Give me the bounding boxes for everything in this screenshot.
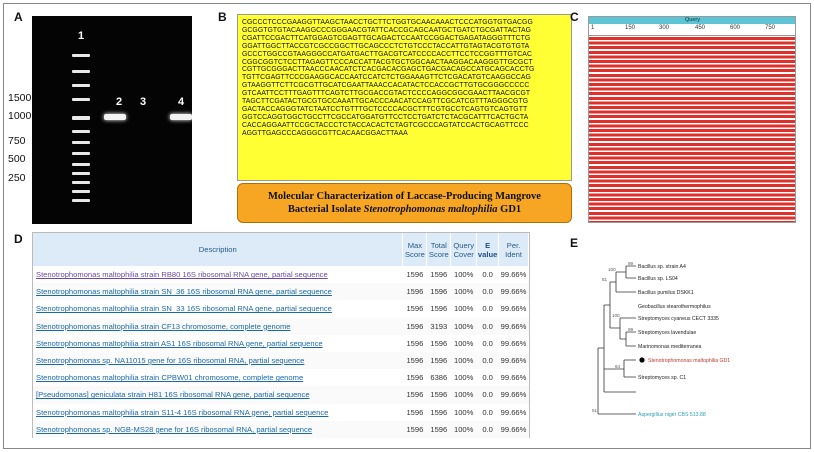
sequence-line: GGATTGGCTTACCGTCGCCGGCTTGCAGCCCTCTGTCCCTACCATTGTAGTACGTGTGTA <box>242 42 530 50</box>
title-species: Stenotrophomonas maltophilia <box>363 204 498 215</box>
header-total-score[interactable]: Total Score <box>427 233 451 266</box>
sequence-line: CGATTCCGACTTCATGGAGTCGAGTTGCAGACTCCAATCCGGACTGAGATAGGGTTTCTG <box>242 34 531 42</box>
sequence-line: CGTTGCGGGACTTAACCCAACATCTCACGACACGAGCTGACGACAGCCATGCAGCACCTG <box>242 66 535 74</box>
cell-total: 1596 <box>430 270 448 280</box>
cell-max: 1596 <box>403 283 427 300</box>
cell-max: 1596 <box>406 373 424 383</box>
size-marker-500: 500 <box>8 153 26 165</box>
sequence-line: GCCCTGGCCGTAAGGGCCATGATGACTTGACGTCATCCCCACCTTCCTCCGGTTTGTCAC <box>242 50 532 58</box>
blast-results-table <box>32 232 530 438</box>
cell-ident: 99.66% <box>499 386 529 403</box>
title-text: Bacterial Isolate <box>287 204 364 215</box>
cell-cover: 100% <box>451 318 477 335</box>
panel-label-b: B <box>218 10 227 24</box>
header-per-ident[interactable]: Per. Ident <box>499 233 529 266</box>
lane-label-1: 1 <box>78 30 85 42</box>
cell-ident: 99.66% <box>499 318 529 335</box>
sequence-line: AGGTTGAGCCCAGGGCGTTCACAACGGACTTAAA <box>242 129 408 137</box>
cell-max: 1596 <box>406 270 424 280</box>
taxon-label: Streptomyces sp. C1 <box>638 375 687 381</box>
ruler-tick: 1 <box>591 25 595 31</box>
ruler-tick: 600 <box>730 25 741 31</box>
sequence-line: CACCAGGAATTCCGCTACCCTCTACCACACTCTAGTCGCCCAGTATCCACTGCAGTTCCC <box>242 121 529 129</box>
panel-label-e: E <box>570 236 579 250</box>
cell-cover: 100% <box>453 338 474 348</box>
lane-label-3: 3 <box>140 96 147 108</box>
table-row <box>33 335 529 352</box>
cell-ident: 99.66% <box>500 304 527 314</box>
ladder-band <box>72 141 90 144</box>
cell-evalue: 0.0 <box>482 407 493 417</box>
ladder-band <box>72 130 90 133</box>
header-e-value[interactable]: E value <box>477 233 499 266</box>
cell-ident: 99.66% <box>500 407 527 417</box>
taxon-label-outgroup: Aspergillus niger CBS 513.88 <box>638 412 706 418</box>
cell-evalue: 0.0 <box>482 270 493 280</box>
hit-link[interactable]: Stenotrophomonas sp. NGB-MS28 gene for 16S ribosomal RNA, partial sequence <box>33 421 403 438</box>
sequence-box <box>237 14 572 181</box>
ladder-band <box>72 152 90 155</box>
lane-label-2: 2 <box>116 96 123 108</box>
ladder-band <box>72 190 90 193</box>
cell-evalue: 0.0 <box>477 421 499 438</box>
ladder-band <box>72 70 90 73</box>
ladder-band <box>72 54 90 57</box>
tree-branch <box>626 332 636 346</box>
sequence-line: TAGCTTCGATACTGCGTGCCAAATTGCACCCAACATCCAGTTCGCATCGTTTAGGGCGTG <box>242 98 529 106</box>
ladder-band <box>72 181 90 184</box>
agarose-gel-image <box>32 16 192 224</box>
panel-label-a: A <box>14 10 23 24</box>
cell-total: 3193 <box>427 318 451 335</box>
cell-cover: 100% <box>451 386 477 403</box>
sequence-line: GTAAGGTTCTTCGCGTTGCATCGAATTAAACCACATACTCCACCGCTTGTGCGGGCCCCC <box>242 82 530 90</box>
cell-evalue: 0.0 <box>477 283 499 300</box>
sequence-line: GCGGTGTGTACAAGGCCCGGGAACGTATTCACCGCAGCAATGCTGATCTGCGATTACTAG <box>242 26 532 34</box>
bootstrap-label: 100 <box>612 313 620 318</box>
figure-title-box <box>237 183 572 223</box>
hit-link[interactable]: Stenotrophomonas maltophilia strain CPBW01 chromosome, complete genome <box>36 373 304 383</box>
cell-max: 1596 <box>403 318 427 335</box>
ladder-band <box>72 116 90 120</box>
size-marker-1000: 1000 <box>8 110 32 122</box>
cell-evalue: 0.0 <box>482 338 493 348</box>
cell-max: 1596 <box>406 407 424 417</box>
cell-cover: 100% <box>451 283 477 300</box>
bootstrap-label: 64 <box>615 364 621 369</box>
taxon-label: Streptomyces cyaneus CECT 3335 <box>638 316 719 322</box>
cell-cover: 100% <box>453 270 474 280</box>
size-marker-250: 250 <box>8 172 26 184</box>
bootstrap-label: 99 <box>628 261 634 266</box>
hit-link[interactable]: Stenotrophomonas maltophilia strain AS1 16S ribosomal RNA gene, partial sequence <box>36 338 323 348</box>
cell-total: 1596 <box>430 304 448 314</box>
bootstrap-label: 99 <box>628 327 634 332</box>
sequence-line: GGTCCAGGTGGCTGCCTTCGCCATGGATGTTCCTCCTGATCTCTACGCATTTCACTGCTA <box>242 113 529 121</box>
taxon-label: Bacillus sp. strain A4 <box>638 264 686 270</box>
cell-ident: 99.66% <box>499 352 529 369</box>
cell-evalue: 0.0 <box>482 304 493 314</box>
header-description[interactable]: Description <box>33 233 403 266</box>
sequence-line: GTCAATTCCTTTGAGTTTCAGTCTTGCGACCGTACTCCCCAGGCGGCGAACTTAACGCGT <box>242 90 531 98</box>
table-row <box>33 404 529 421</box>
cell-total: 1596 <box>427 421 451 438</box>
cell-total: 1596 <box>427 352 451 369</box>
ruler-tick: 750 <box>765 25 776 31</box>
ruler-tick: 150 <box>625 25 636 31</box>
cell-cover: 100% <box>453 304 474 314</box>
ruler-tick: 300 <box>659 25 670 31</box>
table-row <box>33 300 529 317</box>
size-marker-750: 750 <box>8 135 26 147</box>
cell-evalue: 0.0 <box>482 373 493 383</box>
cell-cover: 100% <box>451 421 477 438</box>
bootstrap-label: 51 <box>602 277 608 282</box>
cell-max: 1596 <box>403 352 427 369</box>
cell-ident: 99.66% <box>500 338 527 348</box>
cell-cover: 100% <box>451 352 477 369</box>
ladder-band <box>72 199 90 202</box>
taxon-label: Bacillus sp. LS04 <box>638 276 678 282</box>
sequence-line: CGCCCTCCCGAAGGTTAAGCTAACCTGCTTCTGGTGCAACAAACTCCCATGGTGTGACGG <box>242 19 533 26</box>
taxon-label: Geobacillus stearothermophilus <box>638 304 711 310</box>
cell-evalue: 0.0 <box>477 318 499 335</box>
taxon-label: Bacillus pumilus DSKK1 <box>638 290 694 296</box>
hit-link[interactable]: Stenotrophomonas maltophilia strain SN_36 16S ribosomal RNA gene, partial sequence <box>33 283 403 300</box>
cell-total: 1596 <box>430 338 448 348</box>
cell-ident: 99.66% <box>499 283 529 300</box>
cell-total: 1596 <box>427 386 451 403</box>
hit-link[interactable]: Stenotrophomonas maltophilia strain CF13 chromosome, complete genome <box>33 318 403 335</box>
sequence-line: TGTTCGAGTTCCCGAAGGCACCAATCCATCTCTGGAAAGTTCTCGACATGTCAAGGCCAG <box>242 74 531 82</box>
cell-total: 6386 <box>430 373 448 383</box>
panel-label-c: C <box>570 10 579 24</box>
tree-branch <box>626 266 636 278</box>
table-row <box>33 283 529 300</box>
tree-branch <box>610 282 620 328</box>
cell-evalue: 0.0 <box>477 386 499 403</box>
size-marker-1500: 1500 <box>8 92 32 104</box>
alignment-ruler <box>589 24 795 36</box>
cell-total: 1596 <box>430 407 448 417</box>
cell-ident: 99.66% <box>499 421 529 438</box>
header-max-score[interactable]: Max Score <box>403 233 427 266</box>
hit-link[interactable]: [Pseudomonas] geniculata strain H81 16S ribosomal RNA gene, partial sequence <box>33 386 403 403</box>
ladder-band <box>72 163 90 166</box>
cell-max: 1596 <box>403 421 427 438</box>
title-strain: GD1 <box>497 204 522 215</box>
ladder-band <box>72 98 90 101</box>
tree-branch <box>624 360 636 377</box>
tree-svg <box>590 232 798 438</box>
ladder-band <box>72 172 90 175</box>
cell-total: 1596 <box>427 283 451 300</box>
cell-max: 1596 <box>406 304 424 314</box>
sample-band-lane-2 <box>104 114 126 120</box>
ladder-band <box>72 84 90 87</box>
panel-label-d: D <box>14 232 23 246</box>
cell-cover: 100% <box>453 407 474 417</box>
cell-max: 1596 <box>403 386 427 403</box>
table-row <box>33 318 529 335</box>
query-marker-icon <box>639 357 644 362</box>
title-line-1: Molecular Characterization of Laccase-Producing Mangrove <box>268 191 541 202</box>
table-row <box>33 369 529 386</box>
query-label: Query <box>685 17 700 23</box>
cell-max: 1596 <box>406 338 424 348</box>
sequence-line: CGGCGGTCTCCTTAGAGTTCCCACCATTACGTGCTGGCAACTAAGGACAAGGGTTGCGCT <box>242 58 533 66</box>
table-row <box>33 352 529 369</box>
alignment-graphic <box>588 16 796 223</box>
alignment-hits <box>589 37 795 222</box>
table-row <box>33 266 529 283</box>
cell-evalue: 0.0 <box>477 352 499 369</box>
title-line-2 <box>238 203 571 216</box>
sequence-line: GACTACCAGGGTATCTAATCCTGTTTGCTCCCCACGCTTTCGTGCCTCAGTGTCAGTGTT <box>242 105 528 113</box>
tree-branches <box>598 266 636 414</box>
cell-ident: 99.66% <box>500 270 527 280</box>
phylogenetic-tree <box>590 232 798 438</box>
table-row <box>33 421 529 438</box>
taxon-label: Streptomyces lavendulae <box>638 330 697 336</box>
hit-link[interactable]: Stenotrophomonas maltophilia strain SN_33 16S ribosomal RNA gene, partial sequence <box>36 304 332 314</box>
hit-link[interactable]: Stenotrophomonas sp. NA11015 gene for 16S ribosomal RNA, partial sequence <box>33 352 403 369</box>
hit-link[interactable]: Stenotrophomonas maltophilia strain RB80 16S ribosomal RNA gene, partial sequence <box>36 270 328 280</box>
bootstrap-label: 100 <box>608 267 616 272</box>
lane-label-4: 4 <box>178 96 185 108</box>
cell-cover: 100% <box>453 373 474 383</box>
taxon-label-query: Stenotrophomonas maltophilia GD1 <box>648 358 731 364</box>
table-row <box>33 386 529 403</box>
sample-band-lane-4 <box>170 114 192 120</box>
hit-link[interactable]: Stenotrophomonas maltophilia strain S11-4 16S ribosomal RNA gene, partial sequence <box>36 407 329 417</box>
header-query-cover[interactable]: Query Cover <box>451 233 477 266</box>
bootstrap-label: 51 <box>592 408 598 413</box>
taxon-label: Marinomonas mediterranea <box>638 344 702 350</box>
ruler-tick: 450 <box>695 25 706 31</box>
cell-ident: 99.66% <box>500 373 527 383</box>
taxon-labels <box>638 264 730 418</box>
